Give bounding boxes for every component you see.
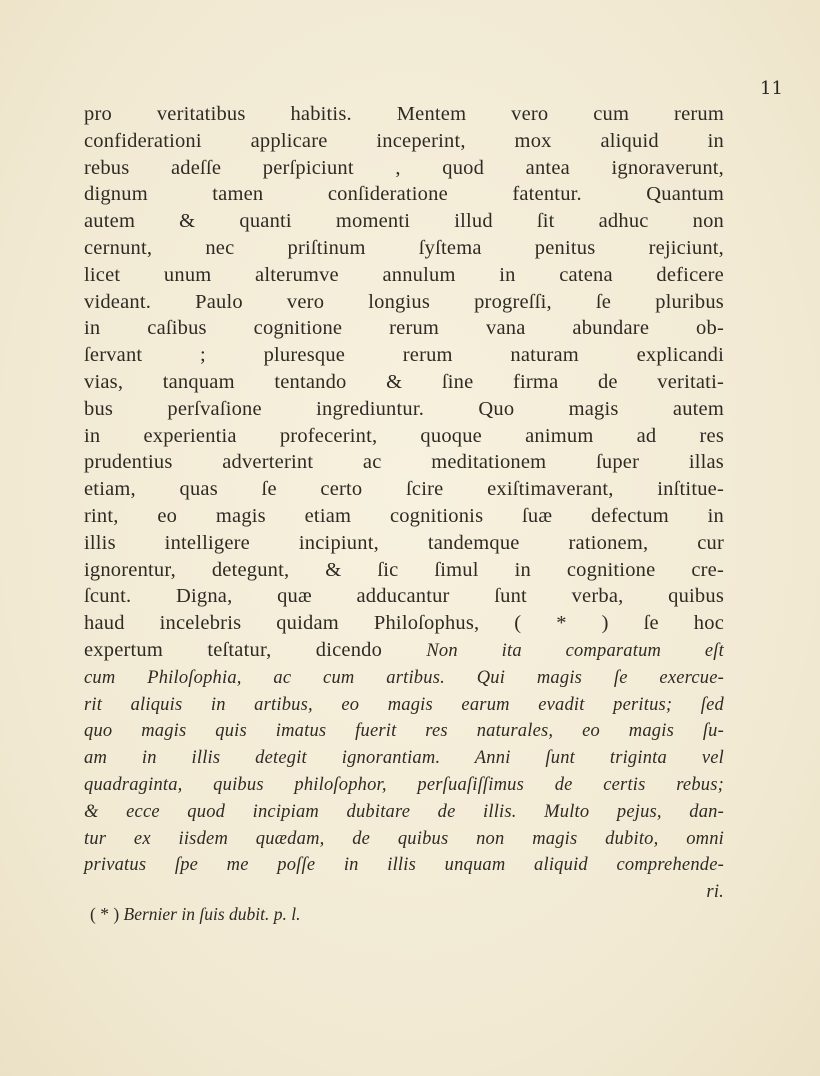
line-text: dignum tamen conſideratione fatentur. Quantum [84, 183, 724, 206]
footnote-text: Bernier in ſuis dubit. p. l. [123, 904, 301, 924]
text-line [84, 557, 724, 584]
line-text-italic: rit aliquis in artibus, eo magis earum evadit peritus; ſed [84, 694, 724, 715]
text-line [84, 851, 724, 878]
footnote-marker: ( * ) [90, 904, 120, 924]
line-text: videant. Paulo vero longius progreſſi, ſe pluribus [84, 290, 724, 313]
line-text: ſervant ; pluresque rerum naturam explicandi [84, 344, 724, 367]
footnote [90, 904, 300, 925]
line-text: expertum teſtatur, dicendo [84, 638, 427, 661]
line-text: haud incelebris quidam Philoſophus, ( * ) ſe hoc [84, 612, 724, 635]
line-text: autem & quanti momenti illud ſit adhuc non [84, 210, 724, 233]
line-text: in caſibus cognitione rerum vana abundare ob- [84, 317, 724, 340]
line-text: etiam, quas ſe certo ſcire exiſtimaverant, inſtitue- [84, 478, 724, 501]
text-line [84, 530, 724, 557]
text-line [84, 181, 724, 208]
body-text [84, 101, 724, 905]
text-line [84, 315, 724, 342]
text-line [84, 717, 724, 744]
line-text: rebus adeſſe perſpiciunt , quod antea ignoraverunt, [84, 156, 724, 179]
text-line [84, 423, 724, 450]
text-line [84, 771, 724, 798]
line-text-italic: quo magis quis imatus fuerit res naturales, eo magis ſu- [84, 721, 724, 742]
line-text: cernunt, nec priſtinum ſyſtema penitus rejiciunt, [84, 236, 724, 259]
text-line [84, 691, 724, 718]
text-line [84, 583, 724, 610]
text-line [84, 128, 724, 155]
text-line [84, 610, 724, 637]
line-text: vias, tanquam tentando & ſine firma de veritati- [84, 370, 724, 393]
text-line [84, 208, 724, 235]
line-text: in experientia profecerint, quoque animum ad res [84, 424, 724, 447]
line-text: prudentius adverterint ac meditationem ſuper illas [84, 451, 724, 474]
text-line [84, 289, 724, 316]
line-text-italic: tur ex iisdem quædam, de quibus non magis dubito, omni [84, 828, 724, 849]
text-line [84, 825, 724, 852]
line-text: ignorentur, detegunt, & ſic ſimul in cognitione cre- [84, 558, 724, 581]
line-text: confiderationi applicare inceperint, mox aliquid in [84, 129, 724, 152]
text-line [84, 503, 724, 530]
line-text-italic: & ecce quod incipiam dubitare de illis. Multo pejus, dan- [84, 801, 724, 822]
line-text: bus perſvaſione ingrediuntur. Quo magis autem [84, 397, 724, 420]
text-line [84, 664, 724, 691]
line-text-italic: am in illis detegit ignorantiam. Anni ſunt triginta vel [84, 748, 724, 769]
text-line [84, 369, 724, 396]
line-text-italic: ri. [706, 882, 724, 903]
text-line [84, 449, 724, 476]
text-line [84, 798, 724, 825]
line-text: licet unum alterumve annulum in catena deficere [84, 263, 724, 286]
text-line [84, 101, 724, 128]
text-line [84, 262, 724, 289]
line-text: illis intelligere incipiunt, tandemque rationem, cur [84, 531, 724, 554]
text-line [84, 476, 724, 503]
line-text-italic: quadraginta, quibus philoſophor, perſuaſiſſimus de certis rebus; [84, 774, 724, 795]
line-text: rint, eo magis etiam cognitionis ſuæ defectum in [84, 504, 724, 527]
text-line [84, 637, 724, 664]
line-text: ſcunt. Digna, quæ adducantur ſunt verba, quibus [84, 585, 724, 608]
text-line [84, 744, 724, 771]
text-line [84, 878, 724, 905]
line-text: pro veritatibus habitis. Mentem vero cum rerum [84, 103, 724, 125]
page-number: 11 [760, 78, 783, 99]
text-line [84, 342, 724, 369]
text-line [84, 235, 724, 262]
line-text-italic: privatus ſpe me poſſe in illis unquam aliquid comprehende- [84, 855, 724, 876]
line-text-italic: cum Philoſophia, ac cum artibus. Qui magis ſe exercue- [84, 667, 724, 688]
line-text-italic: Non ita comparatum eſt [426, 640, 724, 661]
text-line [84, 396, 724, 423]
text-line [84, 155, 724, 182]
